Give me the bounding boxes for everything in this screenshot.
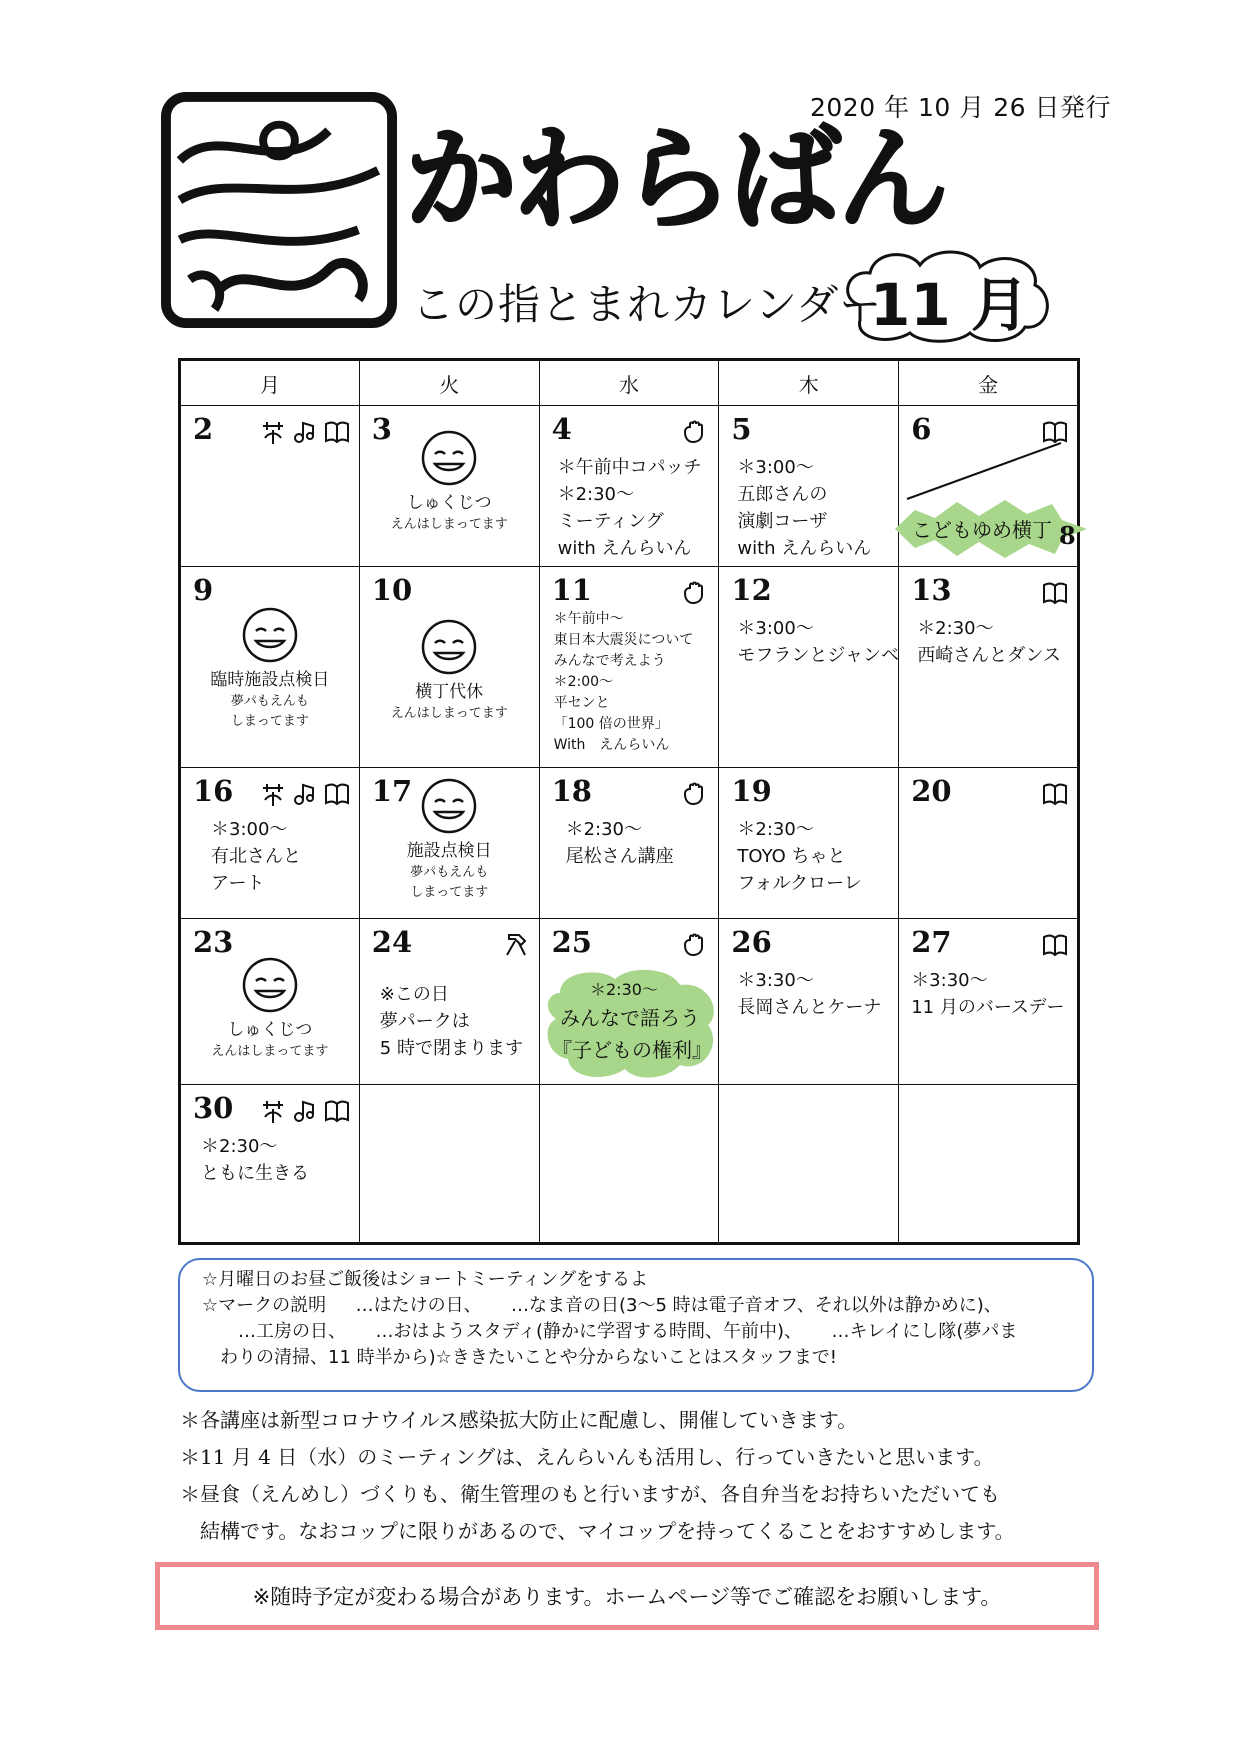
day-cell bbox=[539, 406, 719, 567]
cleaning-hand-icon bbox=[682, 780, 710, 808]
empty-cell bbox=[359, 1085, 539, 1244]
closed-note: 夢パもえんも しまってます bbox=[410, 865, 489, 900]
day-cell bbox=[719, 567, 899, 768]
badge-line: みんなで語ろう bbox=[559, 1006, 700, 1030]
day-cell bbox=[899, 919, 1079, 1085]
notice-line: ☆マークの説明 …はたけの日、 …なま音の日(3〜5 時は電子音オフ、それ以外は静かめに)、 bbox=[202, 1295, 1002, 1316]
smiley-face-icon bbox=[240, 955, 300, 1015]
empty-cell bbox=[899, 1085, 1079, 1244]
day-cell bbox=[359, 768, 539, 919]
month-label: 11 月 bbox=[870, 271, 1029, 339]
day-number: 3 bbox=[371, 412, 392, 446]
day-cell bbox=[899, 567, 1079, 768]
note-item: ＊各講座は新型コロナウイルス感染拡大防止に配慮し、開催していきます。 bbox=[180, 1408, 858, 1432]
page-subtitle: この指とまれカレンダー bbox=[412, 280, 883, 329]
smiley-face-icon bbox=[419, 617, 479, 677]
weekday-header: 月 bbox=[180, 360, 360, 406]
smiley-face-icon bbox=[419, 776, 479, 836]
event-text: ＊2:30〜 ともに生きる bbox=[201, 1136, 309, 1184]
day-number: 24 bbox=[371, 925, 413, 959]
cleaning-hand-icon bbox=[682, 579, 710, 607]
field-icon bbox=[259, 780, 287, 808]
badge-text: こどもゆめ横丁 bbox=[912, 518, 1053, 542]
day-number: 27 bbox=[911, 925, 952, 959]
smiley-face-icon bbox=[419, 428, 479, 488]
workshop-icon bbox=[503, 931, 531, 959]
weekday-header: 水 bbox=[539, 360, 719, 406]
marks bbox=[259, 418, 351, 448]
closed-label: 横丁代休 bbox=[415, 682, 484, 702]
day-cell bbox=[719, 768, 899, 919]
badge-line: ＊2:30〜 bbox=[589, 980, 658, 999]
music-note-icon bbox=[291, 1097, 319, 1125]
event-text: ＊3:30〜 11 月のバースデー bbox=[911, 970, 1065, 1018]
book-icon bbox=[323, 780, 351, 808]
day-number: 16 bbox=[193, 774, 234, 808]
closed-note: えんはしまってます bbox=[390, 517, 508, 532]
day-cell bbox=[180, 567, 360, 768]
day-number: 23 bbox=[193, 925, 234, 959]
day-number: 10 bbox=[371, 573, 413, 607]
day-cell bbox=[899, 406, 1079, 567]
day-number: 20 bbox=[911, 774, 952, 808]
alert-box: ※随時予定が変わる場合があります。ホームページ等でご確認をお願いします。 bbox=[155, 1562, 1099, 1630]
cleaning-hand-icon bbox=[682, 418, 710, 446]
event-text: ＊3:30〜 長岡さんとケーナ bbox=[737, 970, 882, 1018]
weekday-header: 金 bbox=[899, 360, 1079, 406]
day-cell bbox=[180, 1085, 360, 1244]
notice-line: ☆月曜日のお昼ご飯後はショートミーティングをするよ bbox=[202, 1269, 648, 1290]
day-cell bbox=[539, 768, 719, 919]
day-number: 13 bbox=[911, 573, 952, 607]
day-number: 4 bbox=[551, 412, 572, 446]
day-number: 26 bbox=[731, 925, 772, 959]
event-text: ＊2:30〜 西崎さんとダンス bbox=[917, 618, 1061, 666]
day-number: 5 bbox=[731, 412, 752, 446]
closed-label: しゅくじつ bbox=[406, 493, 492, 513]
day-number: 12 bbox=[731, 573, 772, 607]
diagonal-line bbox=[905, 441, 1065, 501]
event-text: ＊3:00〜 モフランとジャンベ bbox=[737, 618, 900, 666]
day-number: 25 bbox=[551, 925, 592, 959]
event-text: ＊午前中〜 東日本大震災について みんなで考えよう ＊2:00〜 平センと 「100 倍の世界」 With えんらいん bbox=[553, 611, 694, 753]
book-icon bbox=[323, 1097, 351, 1125]
cleaning-hand-icon bbox=[682, 931, 710, 959]
day-number: 2 bbox=[193, 412, 214, 446]
event-text: ＊午前中コパッチ ＊2:30〜 ミーティング with えんらいん bbox=[557, 457, 702, 559]
day-cell bbox=[359, 406, 539, 567]
note-item: 結構です。なおコップに限りがあるので、マイコップを持ってくることをおすすめします。 bbox=[180, 1519, 1015, 1543]
badge-number: 8 bbox=[1059, 521, 1076, 550]
day-number: 6 bbox=[911, 412, 932, 446]
field-icon bbox=[259, 418, 287, 446]
music-note-icon bbox=[291, 780, 319, 808]
day-number: 18 bbox=[551, 774, 592, 808]
closed-label: 施設点検日 bbox=[406, 841, 492, 861]
event-text: ※この日 夢パークは 5 時で閉まります bbox=[379, 984, 523, 1059]
book-icon bbox=[1041, 579, 1069, 607]
day-number: 11 bbox=[551, 573, 592, 607]
notice-line: …工房の日、 …おはようスタディ(静かに学習する時間、午前中)、 …キレイにし隊(夢パま bbox=[202, 1321, 1018, 1342]
notes-list bbox=[180, 1402, 1015, 1550]
note-item: ＊昼食（えんめし）づくりも、衛生管理のもと行いますが、各自弁当をお持ちいただいても bbox=[180, 1482, 1000, 1506]
day-cell bbox=[359, 919, 539, 1085]
day-cell bbox=[539, 919, 719, 1085]
badge-line: 『子どもの権利』 bbox=[551, 1038, 712, 1062]
day-cell bbox=[719, 406, 899, 567]
closed-note: えんはしまってます bbox=[211, 1044, 329, 1059]
page-title: かわらばん bbox=[405, 114, 945, 245]
day-number: 30 bbox=[193, 1091, 234, 1125]
empty-cell bbox=[539, 1085, 719, 1244]
day-cell bbox=[359, 567, 539, 768]
day-cell bbox=[180, 919, 360, 1085]
issue-date: 2020 年 10 月 26 日発行 bbox=[810, 93, 1111, 122]
day-cell bbox=[539, 567, 719, 768]
note-item: ＊11 月 4 日（水）のミーティングは、えんらいんも活用し、行っていきたいと思います。 bbox=[180, 1445, 994, 1469]
legend-notice bbox=[178, 1258, 1094, 1392]
event-badge bbox=[887, 496, 1092, 562]
notice-line: わりの清掃、11 時半から)☆ききたいことや分からないことはスタッフまで! bbox=[202, 1347, 837, 1368]
smiley-face-icon bbox=[240, 605, 300, 665]
day-cell bbox=[180, 406, 360, 567]
day-number: 19 bbox=[731, 774, 772, 808]
closed-label: 臨時施設点検日 bbox=[210, 670, 330, 690]
logo-icon bbox=[160, 90, 398, 330]
weekday-header: 火 bbox=[359, 360, 539, 406]
event-text: ＊2:30〜 尾松さん講座 bbox=[565, 819, 674, 867]
event-text: ＊3:00〜 五郎さんの 演劇コーザ with えんらいん bbox=[737, 457, 872, 559]
event-text: ＊2:30〜 TOYO ちゃと フォルクローレ bbox=[737, 819, 862, 894]
day-cell bbox=[180, 768, 360, 919]
event-text: ＊3:00〜 有北さんと アート bbox=[211, 819, 301, 894]
book-icon bbox=[1041, 931, 1069, 959]
music-note-icon bbox=[291, 418, 319, 446]
closed-label: しゅくじつ bbox=[227, 1020, 313, 1040]
book-icon bbox=[323, 418, 351, 446]
day-cell bbox=[719, 919, 899, 1085]
day-cell bbox=[899, 768, 1079, 919]
field-icon bbox=[259, 1097, 287, 1125]
closed-note: えんはしまってます bbox=[390, 706, 508, 721]
empty-cell bbox=[719, 1085, 899, 1244]
day-number: 17 bbox=[371, 774, 413, 808]
event-badge bbox=[540, 963, 720, 1083]
weekday-header: 木 bbox=[719, 360, 899, 406]
book-icon bbox=[1041, 780, 1069, 808]
day-number: 9 bbox=[193, 573, 214, 607]
closed-note: 夢パもえんも しまってます bbox=[230, 694, 309, 729]
calendar-table bbox=[178, 358, 1080, 1245]
